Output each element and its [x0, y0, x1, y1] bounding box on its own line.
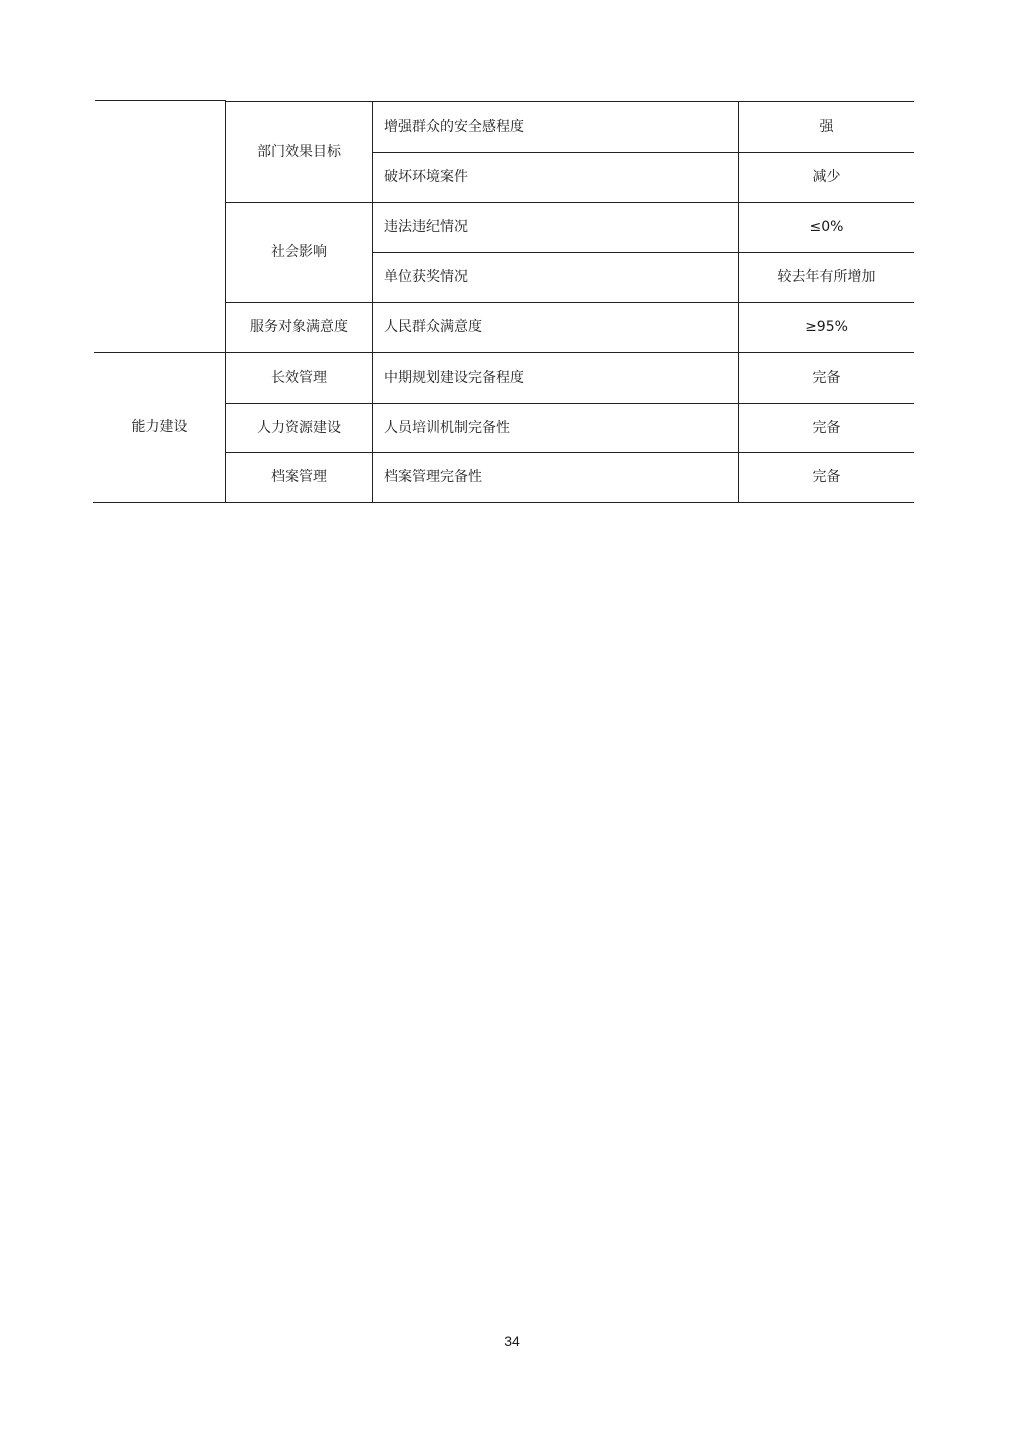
indicator-cell [373, 252, 738, 302]
indicator-cell [373, 302, 738, 352]
indicator-cell [373, 152, 738, 202]
indicator-cell [373, 202, 738, 252]
target-cell [739, 352, 914, 403]
target-value: ≤0% [809, 219, 844, 235]
level1-label: 能力建设 [131, 419, 188, 435]
table-bottom-border [93, 502, 914, 503]
level2-label: 社会影响 [271, 244, 327, 260]
indicator-label: 单位获奖情况 [384, 269, 468, 285]
target-cell [739, 202, 914, 252]
indicator-label: 人民群众满意度 [384, 319, 482, 335]
indicator-cell [373, 352, 738, 403]
target-cell [739, 452, 914, 502]
target-value: 减少 [812, 169, 841, 185]
level2-label: 档案管理 [271, 469, 327, 485]
target-cell [739, 152, 914, 202]
level2-cell [226, 352, 372, 403]
indicator-cell [373, 101, 738, 152]
indicator-label: 中期规划建设完备程度 [384, 369, 524, 386]
indicator-label: 破坏环境案件 [384, 169, 468, 185]
level2-cell [226, 403, 372, 452]
table-top-border-left [95, 100, 226, 101]
target-cell [739, 403, 914, 452]
level2-label: 部门效果目标 [257, 143, 341, 160]
target-value: ≥95% [805, 319, 848, 335]
target-cell [739, 252, 914, 302]
indicator-cell [373, 403, 738, 452]
level2-label: 长效管理 [271, 369, 327, 386]
target-value: 完备 [812, 369, 841, 386]
target-cell [739, 302, 914, 352]
level2-cell [226, 452, 372, 502]
level2-cell [226, 202, 372, 302]
target-value: 完备 [812, 469, 841, 485]
target-value: 强 [819, 118, 834, 135]
level2-cell [226, 101, 372, 202]
indicator-label: 增强群众的安全感程度 [384, 118, 524, 135]
level2-label: 人力资源建设 [257, 419, 341, 436]
indicator-label: 档案管理完备性 [384, 469, 482, 485]
indicator-label: 人员培训机制完备性 [384, 419, 510, 436]
level2-label: 服务对象满意度 [250, 319, 348, 335]
target-cell [739, 101, 914, 152]
indicator-cell [373, 452, 738, 502]
indicator-label: 违法违纪情况 [384, 219, 468, 235]
target-value: 较去年有所增加 [777, 269, 876, 285]
page-number: 34 [504, 1333, 520, 1349]
level1-cell [94, 352, 225, 502]
target-value: 完备 [812, 419, 841, 436]
level2-cell [226, 302, 372, 352]
